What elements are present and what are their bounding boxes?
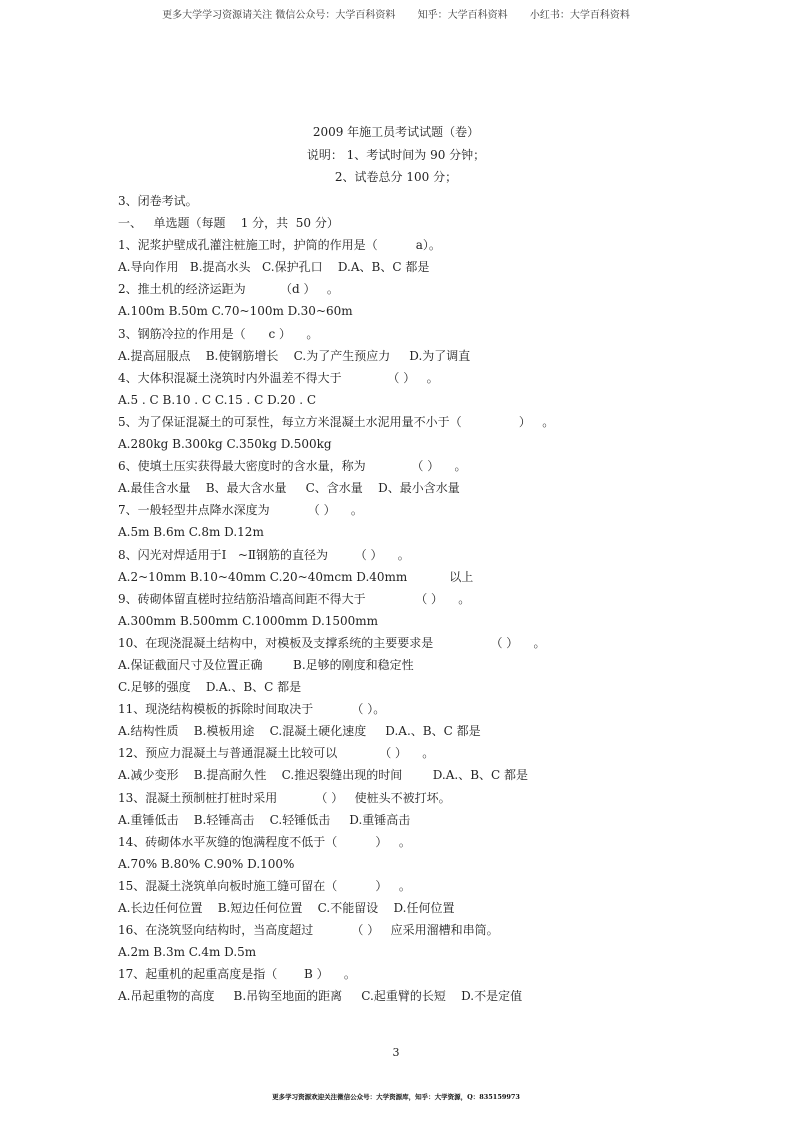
answer-options: A.重锤低击 B.轻锤高击 C.轻锤低击 D.重锤高击 bbox=[118, 812, 411, 827]
question-list bbox=[118, 190, 738, 1007]
answer-options: A.减少变形 B.提高耐久性 C.推迟裂缝出现的时间 D.A.、B、C 都是 bbox=[118, 768, 529, 783]
answer-options: A.70% B.80% C.90% D.100% bbox=[118, 856, 295, 871]
answer-options: A.100m B.50m C.70~100m D.30~60m bbox=[118, 304, 353, 319]
answer-options: A.保证截面尺寸及位置正确 B.足够的刚度和稳定性 bbox=[118, 657, 414, 672]
answer-options: A.2~10mm B.10~40mm C.20~40mcm D.40mm 以上 bbox=[118, 569, 474, 584]
question-line: 3、闭卷考试。 bbox=[118, 194, 198, 208]
question-line: 13、混凝土预制桩打桩时采用 （ ） 使桩头不被打坏。 bbox=[118, 790, 451, 805]
page-header: 更多大学学习资源请关注 微信公众号：大学百科资料 知乎：大学百科资料 小红书：大学百科资料 bbox=[162, 10, 630, 21]
question-line: 17、起重机的起重高度是指（ B ） 。 bbox=[118, 967, 356, 982]
answer-options: A.结构性质 B.模板用途 C.混凝土硬化速度 D.A.、B、C 都是 bbox=[118, 724, 481, 739]
answer-options: A.5 . C B.10 . C C.15 . C D.20 . C bbox=[118, 392, 317, 407]
question-line: 3、钢筋冷拉的作用是（ c ） 。 bbox=[118, 326, 319, 341]
page-number: 3 bbox=[392, 1046, 400, 1059]
question-line: 5、为了保证混凝土的可泵性，每立方米混凝土水泥用量不小于（ ） 。 bbox=[118, 414, 555, 429]
question-line: 9、砖砌体留直槎时拉结筋沿墙高间距不得大于 （ ） 。 bbox=[118, 591, 471, 606]
exam-note-score: 2、试卷总分 100 分； bbox=[334, 170, 458, 184]
answer-options: A.最佳含水量 B、最大含水量 C、含水量 D、最小含水量 bbox=[118, 481, 460, 496]
question-line: 1、泥浆护壁成孔灌注桩施工时，护筒的作用是（ a）。 bbox=[118, 238, 441, 253]
question-line: 8、闪光对焊适用于Ⅰ ~Ⅱ钢筋的直径为 （ ） 。 bbox=[118, 547, 410, 562]
question-line: 6、使填土压实获得最大密度时的含水量，称为 （ ） 。 bbox=[118, 459, 467, 474]
question-line: 4、大体积混凝土浇筑时内外温差不得大于 （ ） 。 bbox=[118, 370, 439, 385]
question-line: 7、一般轻型井点降水深度为 （ ） 。 bbox=[118, 503, 363, 518]
answer-options: A.300mm B.500mm C.1000mm D.1500mm bbox=[118, 613, 379, 628]
exam-note-time: 说明： 1、考试时间为 90 分钟； bbox=[306, 148, 486, 162]
question-line: 14、砖砌体水平灰缝的饱满程度不低于（ ） 。 bbox=[118, 834, 411, 849]
question-line: 11、现浇结构模板的拆除时间取决于 （ ）。 bbox=[118, 702, 386, 717]
answer-options: A.吊起重物的高度 B.吊钩至地面的距离 C.起重臂的长短 D.不是定值 bbox=[118, 989, 523, 1004]
question-line: 一、 单选题（每题 1 分，共 50 分） bbox=[118, 216, 339, 231]
answer-options: A.5m B.6m C.8m D.12m bbox=[118, 525, 264, 540]
question-line: 12、预应力混凝土与普通混凝土比较可以 （ ） 。 bbox=[118, 746, 435, 761]
question-line: 2、推土机的经济运距为 （d ） 。 bbox=[118, 282, 339, 297]
answer-options: A.长边任何位置 B.短边任何位置 C.不能留设 D.任何位置 bbox=[118, 901, 455, 915]
answer-options: A.2m B.3m C.4m D.5m bbox=[118, 945, 257, 960]
question-line: 10、在现浇混凝土结构中，对模板及支撑系统的主要要求是 （ ） 。 bbox=[118, 635, 546, 650]
question-line: 15、混凝土浇筑单向板时施工缝可留在（ ） 。 bbox=[118, 878, 411, 893]
answer-options: A.导向作用 B.提高水头 C.保护孔口 D.A、B、C 都是 bbox=[118, 260, 430, 275]
page-footer: 更多学习资源欢迎关注微信公众号：大学资源库，知乎：大学资源，Q：835159973 bbox=[272, 1093, 520, 1101]
answer-options: C.足够的强度 D.A.、B、C 都是 bbox=[118, 680, 302, 695]
answer-options: A.提高屈服点 B.使钢筋增长 C.为了产生预应力 D.为了调直 bbox=[118, 348, 471, 363]
exam-title: 2009 年施工员考试试题（卷） bbox=[312, 125, 480, 139]
question-line: 16、在浇筑竖向结构时，当高度超过 （ ） 应采用溜槽和串筒。 bbox=[118, 923, 499, 938]
answer-options: A.280kg B.300kg C.350kg D.500kg bbox=[118, 437, 332, 452]
